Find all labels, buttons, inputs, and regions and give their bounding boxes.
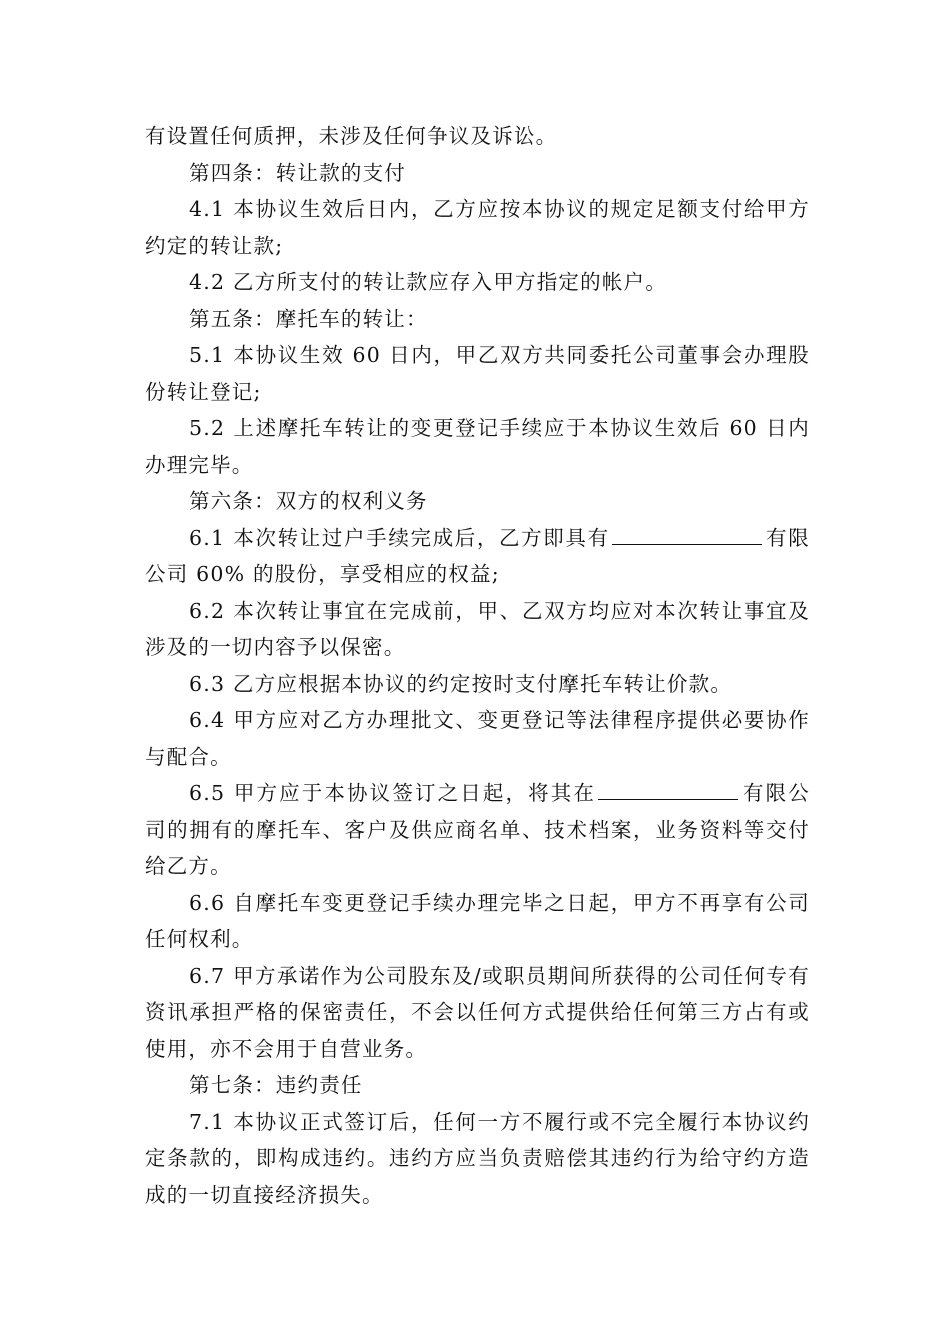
clause-6-1-text-after: 有限公司 60% 的股份，享受相应的权益; xyxy=(145,525,810,586)
clause-6-5 xyxy=(145,775,810,885)
clause-6-5-text-before: 6.5 甲方应于本协议签订之日起，将其在 xyxy=(189,781,597,805)
clause-6-3: 6.3 乙方应根据本协议的约定按时支付摩托车转让价款。 xyxy=(189,671,733,696)
article-5-heading: 第五条：摩托车的转让： xyxy=(189,306,428,331)
clause-7-1: 7.1 本协议正式签订后，任何一方不履行或不完全履行本协议约定条款的，即构成违约。违约方应当负责赔偿其违约行为给守约方造成的一切直接经济损失。 xyxy=(145,1109,810,1207)
paragraph-continuation: 有设置任何质押，未涉及任何争议及诉讼。 xyxy=(145,124,558,148)
article-4-heading: 第四条：转让款的支付 xyxy=(189,160,406,185)
clause-6-5-text-after: 有限公司的拥有的摩托车、客户及供应商名单、技术档案，业务资料等交付给乙方。 xyxy=(145,781,810,878)
clause-5-2: 5.2 上述摩托车转让的变更登记手续应于本协议生效后 60 日内办理完毕。 xyxy=(145,416,810,477)
clause-6-7: 6.7 甲方承诺作为公司股东及/或职员期间所获得的公司任何专有资讯承担严格的保密责任，不会以任何方式提供给任何第三方占有或使用，亦不会用于自营业务。 xyxy=(145,963,810,1061)
fill-in-blank-company-name xyxy=(598,779,738,800)
clause-4-1: 4.1 本协议生效后日内，乙方应按本协议的规定足额支付给甲方约定的转让款; xyxy=(145,197,810,258)
article-7-heading: 第七条：违约责任 xyxy=(189,1073,363,1097)
fill-in-blank-company-name xyxy=(612,524,762,545)
clause-6-2: 6.2 本次转让事宜在完成前，甲、乙双方均应对本次转让事宜及涉及的一切内容予以保密。 xyxy=(145,598,810,659)
clause-6-1-text-before: 6.1 本次转让过户手续完成后，乙方即具有 xyxy=(189,525,610,550)
article-6-heading: 第六条：双方的权利义务 xyxy=(189,489,428,513)
clause-4-2: 4.2 乙方所支付的转让款应存入甲方指定的帐户。 xyxy=(189,270,667,294)
clause-6-6: 6.6 自摩托车变更登记手续办理完毕之日起，甲方不再享有公司任何权利。 xyxy=(145,890,810,951)
document-body xyxy=(145,118,810,1213)
clause-5-1: 5.1 本协议生效 60 日内，甲乙双方共同委托公司董事会办理股份转让登记; xyxy=(145,343,810,404)
clause-6-4: 6.4 甲方应对乙方办理批文、变更登记等法律程序提供必要协作与配合。 xyxy=(145,708,810,769)
clause-6-1 xyxy=(145,520,810,593)
